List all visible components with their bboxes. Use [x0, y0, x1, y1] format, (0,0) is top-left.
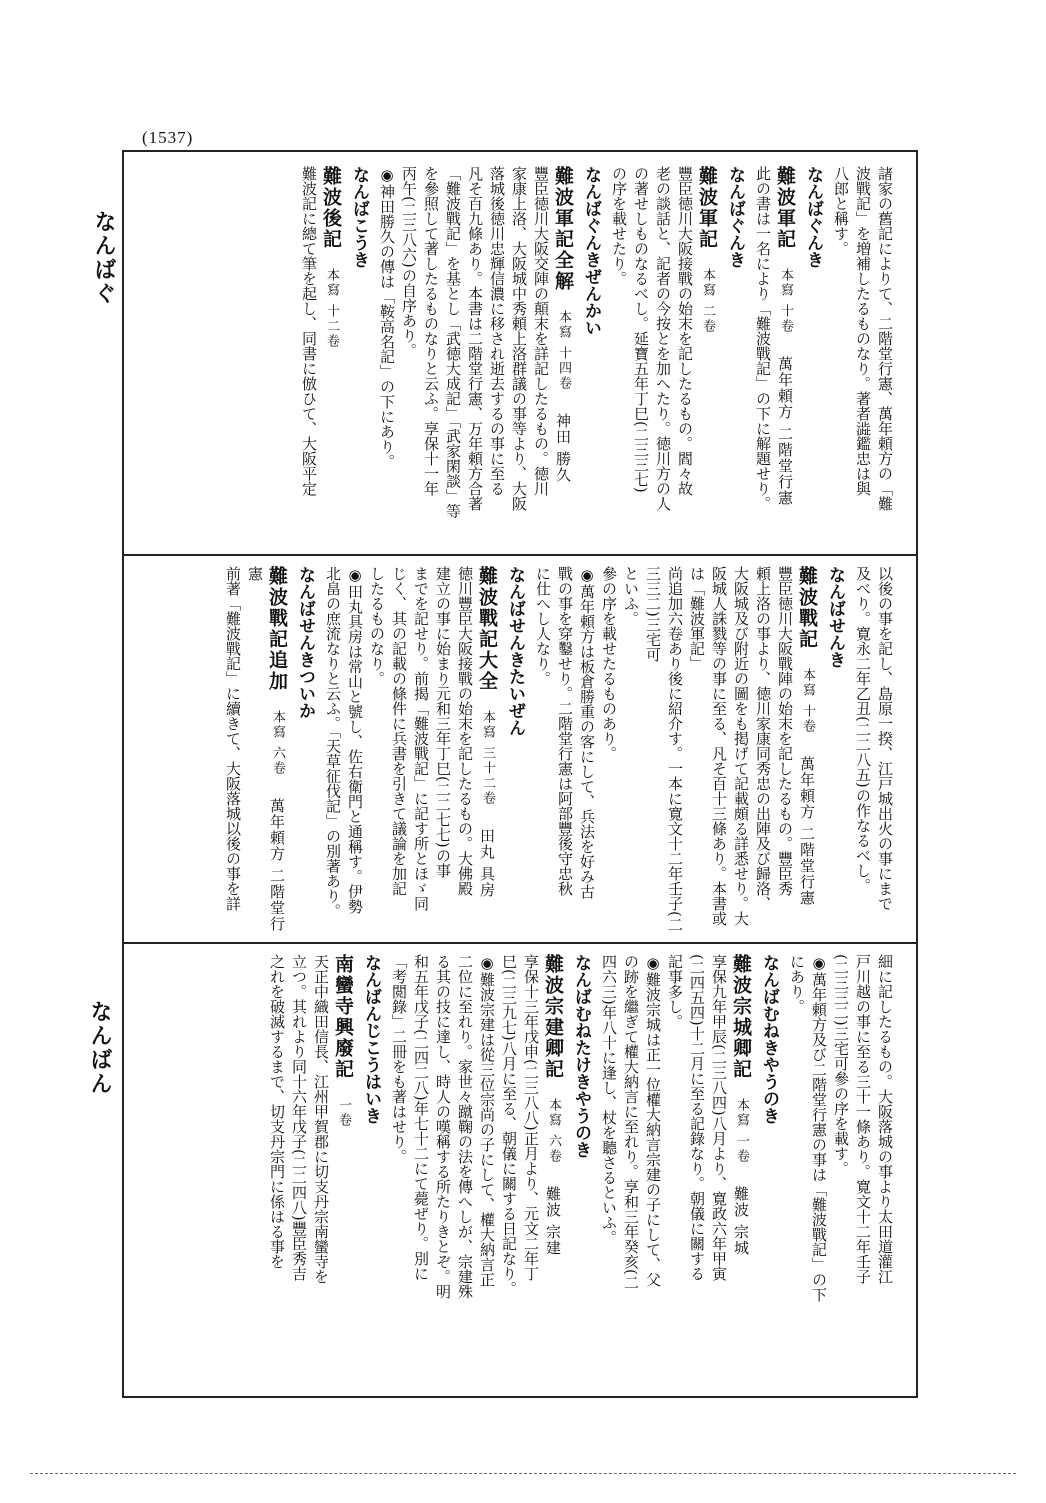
- entry-volumes: 本寫 二卷: [700, 268, 715, 335]
- body-line: ◉難波宗城は正一位權大納言宗建の子にして、父: [644, 954, 662, 1287]
- body-line: 波戰記」を増補したるものなり。著者澁鑑忠は與: [854, 166, 872, 496]
- footer-rule: [30, 1473, 1016, 1474]
- entry-title-text: 難波戰記大全: [476, 566, 498, 692]
- entry-author: 萬年頼方 二階堂行憲: [798, 756, 816, 906]
- body-line: 落城後徳川忠輝信濃に移され逝去するの事に至る: [488, 166, 506, 496]
- body-line: 記事多し。: [666, 954, 684, 1029]
- entry-author: 萬年頼方 二階堂行憲: [776, 356, 794, 506]
- body-line: 尚追加六卷あり後に紹介す。一本に寛文十二年壬子(二三三二)三宅可: [644, 566, 684, 932]
- body-line: 巳(二三九七)八月に至る、朝儀に關する日記なり。: [500, 954, 518, 1296]
- body-line: 「考閲錄」二冊をも著はせり。: [390, 954, 408, 1164]
- body-line: じく、其の記載の條件に兵書を引きて議論を加記: [390, 566, 408, 896]
- entry-volumes: 本寫 六卷: [270, 710, 285, 777]
- entry-volumes: 本寫 十四卷: [556, 310, 571, 392]
- entry-title: [542, 954, 564, 1390]
- body-line: 阪城人誅戮等の事に至る、凡そ百十三條あり。本書或は「難波軍記」: [688, 566, 728, 926]
- entry-title: [796, 566, 818, 932]
- entry-author: 萬年頼方 二階堂行憲: [246, 566, 286, 932]
- body-line: の序を載せたり。: [610, 166, 628, 286]
- entry-volumes: 本寫 十卷: [800, 668, 815, 735]
- body-line: 之れを破滅するまで、切支丹宗門に係はる事を: [268, 954, 286, 1269]
- entry-title-text: 難波後記: [320, 166, 342, 250]
- body-line: (二三三二)三宅可參の序を載す。: [832, 954, 850, 1176]
- body-line: 此の書は一名により「難波戰記」の下に解題せり。: [754, 166, 772, 511]
- entry-title-text: 南蠻寺興廢記: [332, 954, 354, 1080]
- entry-title: [320, 166, 342, 544]
- entry-author: 難波 宗建: [544, 1186, 562, 1256]
- entry-reading: なんばむねたけきやうのき: [571, 954, 591, 1158]
- body-line: る其の技に達し、時人の嘆稱する所たりきとぞ。明: [434, 954, 452, 1299]
- body-line: 天正中織田信長、江州甲賀郡に切支丹宗南蠻寺を: [312, 954, 330, 1284]
- entry-volumes: 一卷: [336, 1098, 351, 1128]
- entry-title: [244, 566, 288, 932]
- panel-divider: [124, 554, 916, 556]
- body-line: 及べり。寛永二年乙丑(二二八五)の作なるべし。: [854, 566, 872, 893]
- entry-title-text: 難波戰記: [796, 566, 818, 650]
- body-line: 前著「難波戰記」に續きて、大阪落城以後の事を詳: [224, 566, 242, 911]
- body-line: といふ。: [622, 566, 640, 626]
- entry-reading: なんばせんきたいぜん: [505, 566, 525, 736]
- entry-title-text: 難波軍記全解: [552, 166, 574, 292]
- panel-bottom: [144, 954, 896, 1390]
- body-line: 凡そ百九條あり。本書は二階堂行憲、万年頼方合著: [466, 166, 484, 511]
- body-line: ◉萬年頼方は板倉勝重の客にして、兵法を好み古: [578, 566, 596, 899]
- running-head-top: なんばぐ: [91, 210, 116, 306]
- entry-author: 神田 勝久: [554, 413, 572, 483]
- body-line: 大阪城及び附近の圖をも掲げて記載頗る詳悉せり。大: [732, 566, 750, 926]
- entry-title: [774, 166, 796, 544]
- entry-volumes: 本寫 一卷: [734, 1098, 749, 1165]
- entry-author: 田丸 具房: [478, 828, 496, 898]
- body-line: 八郎と稱す。: [832, 166, 850, 256]
- body-line: 戰の事を穿鑿せり。二階堂行憲は阿部豐後守忠秋: [556, 566, 574, 896]
- body-line: 和五年戊子(二四二八)年七十二にて薨ぜり。別に: [412, 954, 430, 1281]
- entry-title-text: 難波軍記: [774, 166, 796, 250]
- body-line: 「難波戰記」を基とし「武徳大成記」「武家閑談」等: [444, 166, 462, 519]
- panel-divider: [124, 942, 916, 944]
- body-line: 豐臣徳川大阪接戰の始末を記したるもの。閻々故: [676, 166, 694, 496]
- entry-volumes: 本寫 十二卷: [324, 268, 339, 350]
- entry-author: 難波 宗城: [732, 1186, 750, 1256]
- body-line: の跡を繼ぎて權大納言に至れり。享和三年癸亥(二: [622, 954, 640, 1290]
- body-line: 二位に至れり。家世々蹴鞠の法を傳へしが、宗建殊: [456, 954, 474, 1299]
- body-line: 參の序を載せたるものあり。: [600, 566, 618, 761]
- body-line: 立つ。其れより同十六年戊子(二二四八)豐臣秀吉: [290, 954, 308, 1281]
- entry-reading: なんばせんきついか: [295, 566, 315, 719]
- body-line: の著せしものなるべし。延寶五年丁巳(二三三七): [632, 166, 650, 493]
- body-line: したるものなり。: [368, 566, 386, 686]
- body-line: ◉難波宗建は從三位宗尚の子にして、權大納言正: [478, 954, 496, 1287]
- entry-title-text: 難波戰記追加: [266, 566, 288, 692]
- entry-title: [552, 166, 574, 544]
- body-line: 戸川越の事に至る三十一條あり。寛文十二年壬子: [854, 954, 872, 1284]
- body-line: ◉田丸具房は常山と號し、佐右衛門と通稱す。伊勢: [346, 566, 364, 914]
- body-line: 家康上洛、大阪城中秀頼上洛群議の事等より、大阪: [510, 166, 528, 511]
- body-line: 頼上洛の事より、徳川家康同秀忠の出陣及び歸洛、: [754, 566, 772, 911]
- body-line: 諸家の舊記によりて、二階堂行憲、萬年頼方の「難: [876, 166, 894, 511]
- body-line: (二四五四)十二月に至る記錄なり。朝儀に關する: [688, 954, 706, 1281]
- page-number: (1537): [142, 128, 194, 147]
- body-line: 以後の事を記し、島原一揆、江戸城出火の事にまで: [876, 566, 894, 911]
- entry-volumes: 本寫 三十二卷: [480, 710, 495, 807]
- body-line: 享保十三年戊申(二三八八)正月より、元文二年丁: [522, 954, 540, 1281]
- body-line: にあり。: [788, 954, 806, 1014]
- panel-top: [144, 166, 896, 544]
- entry-title-text: 難波軍記: [696, 166, 718, 250]
- body-line: 享保九年甲辰(二三八四)八月より、寛政六年甲寅: [710, 954, 728, 1281]
- entry-volumes: 本寫 六卷: [546, 1098, 561, 1165]
- body-line: までを記せり。前揭「難波戰記」に記す所とほゞ同: [412, 566, 430, 911]
- body-line: 北畠の庶流なりと云ふ。「天草征伐記」の別著あり。: [324, 566, 342, 919]
- body-line: 建立の事に始まり元和三年丁巳(二二七七)の事: [434, 566, 452, 878]
- panel-middle: [144, 566, 896, 932]
- entry-reading: なんばせんき: [825, 566, 845, 668]
- entry-title-text: 難波宗建卿記: [542, 954, 564, 1080]
- entry-title: [332, 954, 354, 1390]
- entry-title-text: 難波宗城卿記: [730, 954, 752, 1080]
- body-line: を參照して著したるものなりと云ふ。享保十一年: [422, 166, 440, 496]
- entry-reading: なんばぐんきぜんかい: [581, 166, 601, 336]
- body-line: ◉萬年頼方及び二階堂行憲の事は「難波戰記」の下: [810, 954, 828, 1302]
- body-line: 四六三)年八十に逢し、杖を聽さるといふ。: [600, 954, 618, 1245]
- entry-title: [730, 954, 752, 1390]
- entry-reading: なんばこうき: [349, 166, 369, 268]
- content-frame: [122, 150, 918, 1398]
- body-line: ◉神田勝久の傳は「鞍高名記」の下にあり。: [378, 166, 396, 469]
- running-head-bottom: なんばん: [87, 1000, 112, 1096]
- body-line: 老の談話と、記者の今按とを加へたり。徳川方の人: [654, 166, 672, 511]
- entry-reading: なんばぐんき: [803, 166, 823, 268]
- body-line: 徳川豐臣大阪接戰の始末を記したるもの。大佛殿: [456, 566, 474, 896]
- body-line: 難波記に總て筆を起し、同書に倣ひて、大阪平定: [300, 166, 318, 496]
- entry-volumes: 本寫 十卷: [778, 268, 793, 335]
- entry-reading: なんばんじこうはいき: [361, 954, 381, 1124]
- entry-title: [476, 566, 498, 932]
- body-line: に仕へし人なり。: [534, 566, 552, 686]
- body-line: 丙午(二三八六)の自序あり。: [400, 166, 418, 358]
- body-line: 豐臣徳川大阪交陣の顛末を詳記したるもの。徳川: [532, 166, 550, 496]
- body-line: 豐臣徳川大阪戰陣の始末を記したるもの。豐臣秀: [776, 566, 794, 896]
- entry-reading: なんばむねきやうのき: [759, 954, 779, 1124]
- entry-reading: なんばぐんき: [725, 166, 745, 268]
- body-line: 細に記したるもの。大阪落城の事より太田道灌江: [876, 954, 894, 1284]
- entry-title: [696, 166, 718, 544]
